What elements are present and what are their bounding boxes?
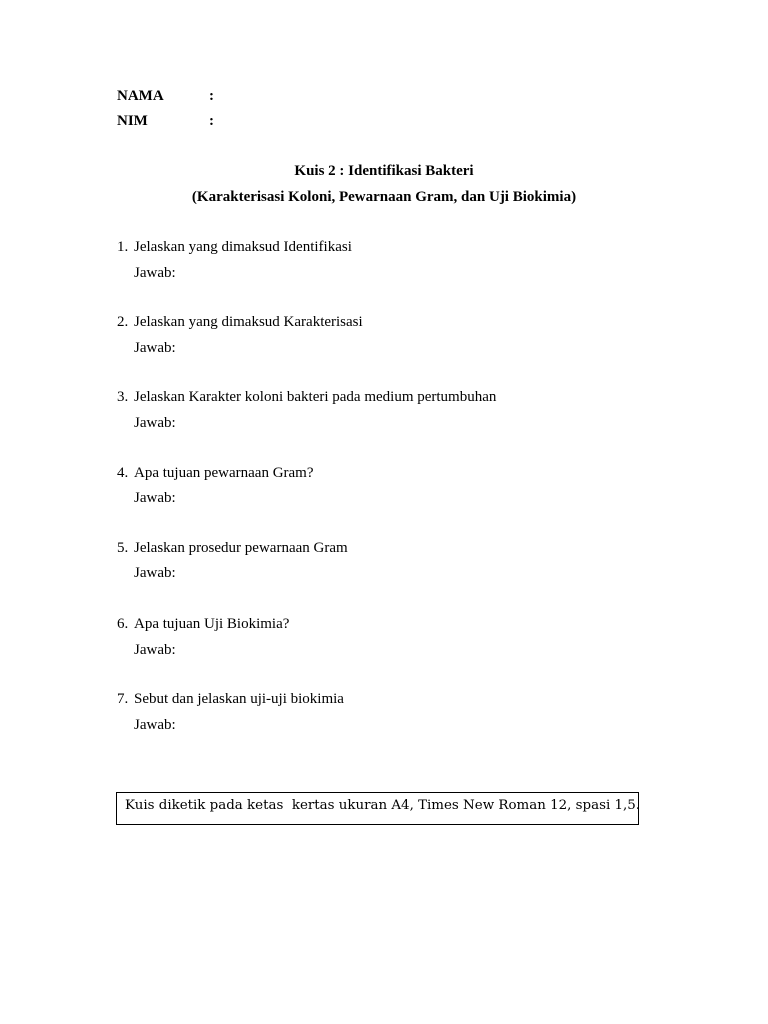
question-number: 1. (117, 239, 129, 255)
format-note-box (116, 792, 639, 825)
question-number: 5. (117, 540, 129, 556)
answer-label-1: Jawab: (134, 265, 176, 281)
question-text: Jelaskan yang dimaksud Identifikasi (134, 239, 352, 255)
question-6 (117, 616, 289, 633)
answer-label-7: Jawab: (134, 717, 176, 733)
question-4 (117, 465, 314, 482)
question-number: 3. (117, 389, 129, 405)
question-5 (117, 540, 348, 557)
answer-label-5: Jawab: (134, 565, 176, 581)
question-7 (117, 691, 344, 708)
question-2 (117, 314, 363, 331)
question-text: Jelaskan yang dimaksud Karakterisasi (134, 314, 363, 330)
question-number: 6. (117, 616, 129, 632)
document-title: Kuis 2 : Identifikasi Bakteri (294, 163, 474, 179)
question-3 (117, 389, 496, 406)
question-number: 4. (117, 465, 129, 481)
question-text: Jelaskan prosedur pewarnaan Gram (134, 540, 348, 556)
answer-label-3: Jawab: (134, 415, 176, 431)
format-note-text: Kuis diketik pada ketas kertas ukuran A4, Times New Roman 12, spasi 1,5. (125, 798, 641, 813)
nim-separator: : (209, 113, 214, 129)
question-text: Apa tujuan pewarnaan Gram? (134, 465, 314, 481)
nama-label: NAMA (117, 88, 164, 104)
question-number: 2. (117, 314, 129, 330)
nim-label: NIM (117, 113, 148, 129)
answer-label-6: Jawab: (134, 642, 176, 658)
answer-label-4: Jawab: (134, 490, 176, 506)
question-text: Apa tujuan Uji Biokimia? (134, 616, 290, 632)
nim-field (117, 113, 214, 130)
nama-field (117, 88, 214, 105)
question-text: Sebut dan jelaskan uji-uji biokimia (134, 691, 344, 707)
question-1 (117, 239, 352, 256)
question-text: Jelaskan Karakter koloni bakteri pada medium pertumbuhan (134, 389, 497, 405)
document-subtitle: (Karakterisasi Koloni, Pewarnaan Gram, dan Uji Biokimia) (191, 189, 577, 205)
question-number: 7. (117, 691, 129, 707)
nama-separator: : (209, 88, 214, 104)
answer-label-2: Jawab: (134, 340, 176, 356)
